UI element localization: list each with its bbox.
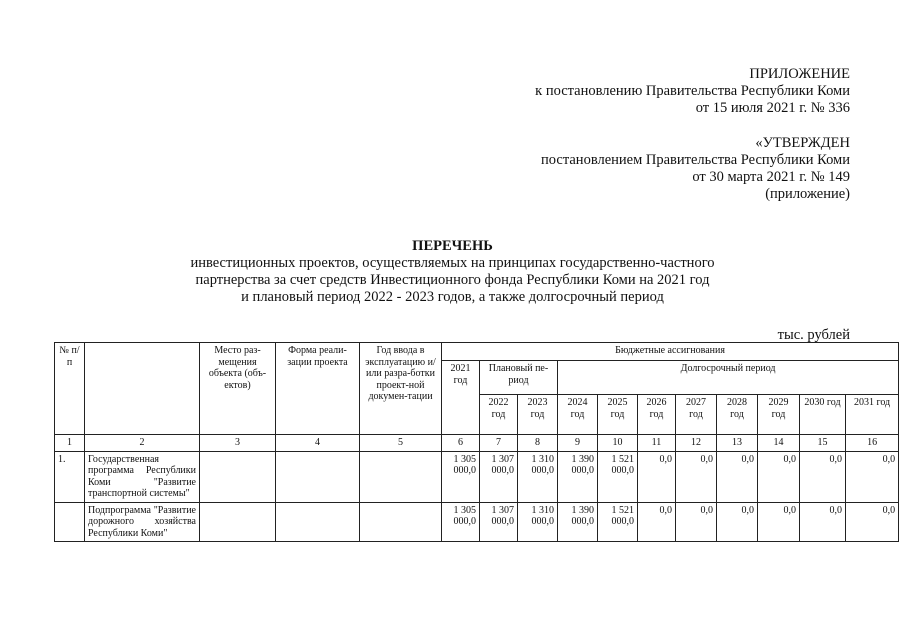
appendix-block	[535, 66, 850, 117]
value-2021: 1 305 000,0	[442, 451, 480, 502]
row-form	[276, 502, 360, 542]
column-number: 15	[800, 435, 846, 452]
column-number: 2	[85, 435, 200, 452]
column-number: 13	[717, 435, 758, 452]
approval-block	[541, 135, 850, 203]
row-form	[276, 451, 360, 502]
table-row	[55, 451, 899, 502]
header-2031: 2031 год	[846, 395, 899, 435]
header-2030: 2030 год	[800, 395, 846, 435]
header-no: № п/п	[55, 343, 85, 435]
value-2025: 1 521 000,0	[598, 502, 638, 542]
value-2028: 0,0	[717, 502, 758, 542]
column-number: 10	[598, 435, 638, 452]
row-year	[360, 451, 442, 502]
value-2026: 0,0	[638, 451, 676, 502]
projects-table	[54, 342, 899, 542]
appendix-line: ПРИЛОЖЕНИЕ	[749, 66, 850, 82]
value-2022: 1 307 000,0	[480, 451, 518, 502]
value-2030: 0,0	[800, 502, 846, 542]
column-number: 4	[276, 435, 360, 452]
column-number: 8	[518, 435, 558, 452]
column-number: 16	[846, 435, 899, 452]
header-longterm: Долгосрочный период	[558, 361, 899, 395]
value-2029: 0,0	[758, 451, 800, 502]
column-number: 3	[200, 435, 276, 452]
header-planned: Плановый пе-риод	[480, 361, 558, 395]
column-number: 9	[558, 435, 598, 452]
header-year: Год ввода в эксплуатацию и/или разра-ботки проект-ной докумен-тации	[360, 343, 442, 435]
column-number-row	[55, 435, 899, 452]
document-subtitle-line: инвестиционных проектов, осуществляемых на принципах государственно-частного	[190, 255, 715, 271]
column-number: 1	[55, 435, 85, 452]
table-row	[55, 502, 899, 542]
column-number: 14	[758, 435, 800, 452]
value-2031: 0,0	[846, 451, 899, 502]
column-number: 11	[638, 435, 676, 452]
value-2029: 0,0	[758, 502, 800, 542]
appendix-line: от 15 июля 2021 г. № 336	[695, 100, 850, 116]
header-location: Место раз-мещения объекта (объ-ектов)	[200, 343, 276, 435]
value-2021: 1 305 000,0	[442, 502, 480, 542]
value-2025: 1 521 000,0	[598, 451, 638, 502]
header-name	[85, 343, 200, 435]
header-2021: 2021 год	[442, 361, 480, 435]
document-title: ПЕРЕЧЕНЬ	[412, 238, 493, 254]
approval-line: (приложение)	[765, 186, 850, 202]
units-label: тыс. рублей	[777, 327, 850, 343]
value-2022: 1 307 000,0	[480, 502, 518, 542]
row-location	[200, 502, 276, 542]
document-subtitle-line: и плановый период 2022 - 2023 годов, а также долгосрочный период	[241, 289, 664, 305]
value-2026: 0,0	[638, 502, 676, 542]
value-2023: 1 310 000,0	[518, 451, 558, 502]
value-2024: 1 390 000,0	[558, 502, 598, 542]
value-2031: 0,0	[846, 502, 899, 542]
approval-line: от 30 марта 2021 г. № 149	[692, 169, 850, 185]
header-2024: 2024 год	[558, 395, 598, 435]
row-number: 1.	[55, 451, 85, 502]
header-2027: 2027 год	[676, 395, 717, 435]
column-number: 5	[360, 435, 442, 452]
header-2029: 2029 год	[758, 395, 800, 435]
document-title-block	[0, 238, 905, 306]
document-subtitle-line: партнерства за счет средств Инвестиционного фонда Республики Коми на 2021 год	[195, 272, 710, 288]
value-2030: 0,0	[800, 451, 846, 502]
value-2024: 1 390 000,0	[558, 451, 598, 502]
row-year	[360, 502, 442, 542]
header-2026: 2026 год	[638, 395, 676, 435]
row-location	[200, 451, 276, 502]
appendix-line: к постановлению Правительства Республики Коми	[535, 83, 850, 99]
value-2027: 0,0	[676, 451, 717, 502]
row-name: Подпрограмма "Развитие дорожного хозяйства Республики Коми"	[85, 502, 200, 542]
column-number: 6	[442, 435, 480, 452]
column-number: 12	[676, 435, 717, 452]
header-budget: Бюджетные ассигнования	[442, 343, 899, 361]
approval-line: постановлением Правительства Республики Коми	[541, 152, 850, 168]
header-2023: 2023 год	[518, 395, 558, 435]
value-2027: 0,0	[676, 502, 717, 542]
value-2028: 0,0	[717, 451, 758, 502]
header-2028: 2028 год	[717, 395, 758, 435]
header-2022: 2022 год	[480, 395, 518, 435]
row-number	[55, 502, 85, 542]
row-name: Государственная программа Республики Коми "Развитие транспортной системы"	[85, 451, 200, 502]
column-number: 7	[480, 435, 518, 452]
value-2023: 1 310 000,0	[518, 502, 558, 542]
header-form: Форма реали-зации проекта	[276, 343, 360, 435]
header-2025: 2025 год	[598, 395, 638, 435]
approval-line: «УТВЕРЖДЕН	[755, 135, 850, 151]
